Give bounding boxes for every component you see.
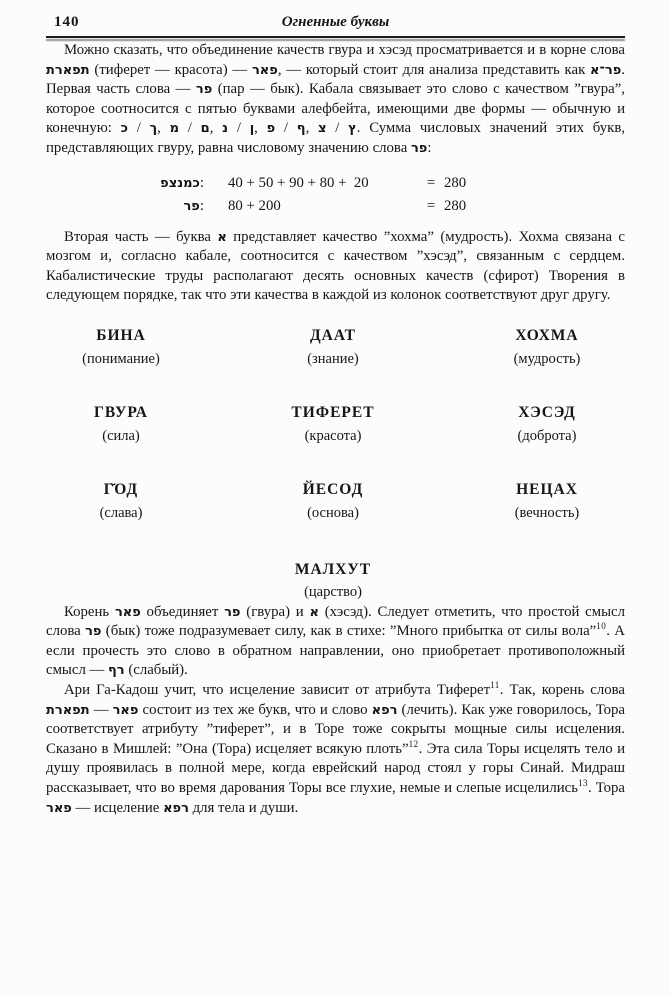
footnote-reference: 13 (577, 778, 588, 789)
paragraph-4 (46, 681, 625, 818)
footnote-reference: 12 (408, 738, 419, 749)
label-colon: : (199, 197, 204, 214)
text-run: / (228, 120, 250, 137)
text-run: : (427, 139, 432, 156)
paragraph-3 (46, 603, 625, 681)
footnote-reference: 11 (490, 680, 500, 691)
sefirah-gloss: (знание) (307, 350, 359, 367)
sefirah-gloss: (красота) (304, 427, 362, 444)
text-run: . Эта сила Торы исцелять тело и душу проявилась в полной мере, когда еврейский народ стоял у горы Синай. Мидраш рассказывает, что во время дарования Торы все глухие, немые и слепые исцелились (46, 740, 625, 797)
text-run: / (128, 120, 150, 137)
hebrew-word: פר־א (590, 62, 622, 78)
sefirah-gloss: (вечность) (514, 504, 580, 521)
text-run: , (254, 120, 267, 137)
equation-expression: 80 + 200 (228, 197, 281, 214)
text-run: / (179, 120, 201, 137)
hebrew-word: כ (120, 121, 129, 137)
page-body (46, 41, 625, 818)
text-run: (хэсэд). Следует отметить, что простой смысл слова (46, 603, 625, 640)
hebrew-word: מ (169, 121, 180, 137)
equation-row (151, 195, 625, 218)
equation-sum: 280 (444, 197, 467, 214)
sefirot-table (46, 326, 625, 524)
sefirah-name: НЕЦАХ (516, 481, 578, 499)
footnote-reference: 10 (596, 621, 607, 632)
hebrew-word: רפא (371, 702, 398, 718)
hebrew-word: רף (108, 663, 125, 679)
sefirah-gloss: (слава) (99, 504, 143, 521)
hebrew-word: פר (85, 624, 102, 640)
sefirah-name: ЙЕСОД (302, 481, 364, 499)
sefirah-cell (196, 326, 470, 369)
text-run: (слабый). (124, 662, 188, 679)
text-run: Ари Га-Кадош учит, что исцеление зависит от атрибута Тиферет (64, 682, 491, 699)
text-run: — (89, 701, 113, 718)
hebrew-word: פאר (46, 800, 72, 816)
text-run: для тела и души. (188, 799, 299, 816)
sefirah-cell (470, 403, 624, 446)
hebrew-word: פ (266, 121, 276, 137)
hebrew-word: פר (410, 140, 428, 156)
hebrew-word: פאר (114, 604, 141, 620)
running-title: Огненные буквы (281, 14, 390, 30)
sefirah-name: ХОХМА (515, 326, 579, 344)
hebrew-word: ף (296, 121, 306, 137)
text-run: (тиферет — красота) — (89, 61, 252, 78)
hebrew-word: ם (200, 121, 210, 137)
sefirah-gloss: (понимание) (82, 350, 160, 367)
text-run: . Тора (587, 780, 625, 797)
hebrew-word: רפא (163, 800, 189, 816)
text-run: , (157, 120, 170, 137)
text-run: состоит из тех же букв, что и слово (138, 701, 372, 718)
header-rule (46, 36, 625, 38)
sefirah-gloss: (основа) (307, 504, 359, 521)
hebrew-word: ך (149, 121, 158, 137)
hebrew-word: תפארת (46, 62, 90, 78)
text-run: (пар — бык). Кабала связывает это слово с качеством ”гвура”, которое соотносится с пятью буквами алефбейта, имеющими две формы — обычную и конечную: (46, 81, 625, 137)
sefirah-cell (470, 480, 624, 523)
hebrew-word: נ (222, 121, 229, 137)
text-run: , — который стоит для анализа представить как (277, 61, 591, 78)
text-run: . А если прочесть это слово в обратном направлении, оно приобретает противоположный смысл — (46, 623, 625, 679)
equals-sign: = (426, 174, 436, 191)
text-run: . Так, корень слова (499, 682, 626, 699)
hebrew-word: ן (249, 121, 255, 137)
text-run: (бык) тоже подразумевает силу, как в стихе: ”Много прибытка от силы вола” (101, 623, 597, 640)
hebrew-word: פאר (112, 702, 139, 718)
text-run: / (326, 120, 349, 137)
hebrew-word: פאר (251, 62, 278, 78)
text-run: Вторая часть — буква (64, 228, 218, 245)
hebrew-word: פר (224, 604, 241, 620)
equation-expression: 40 + 50 + 90 + 80 + 20 (228, 174, 369, 191)
text-run: (лечить). Как уже говорилось, Тора соответствует атрибуту ”тиферет”, и в Торе тоже сокрыты мощные силы исцеления. Сказано в Мишлей: ”Она (Тора) исцеляет всякую плоть” (46, 701, 625, 757)
gematria-equations (151, 172, 625, 218)
hebrew-word: פר (195, 82, 213, 98)
hebrew-word: א (309, 604, 319, 620)
sefirah-gloss: (царство) (304, 584, 362, 601)
equation-sum: 280 (444, 174, 467, 191)
sefirah-name: ГВУРА (94, 404, 148, 422)
sefirah-cell (46, 480, 196, 523)
sefirah-name: МАЛХУТ (294, 560, 372, 578)
sefirah-cell (46, 326, 196, 369)
text-run: Корень (64, 603, 115, 620)
sefirah-name: ТИФЕРЕТ (291, 404, 375, 422)
equation-row (151, 172, 625, 195)
text-run: . Первая часть слова — (46, 61, 625, 98)
text-run: / (275, 120, 297, 137)
equals-sign: = (426, 197, 436, 214)
hebrew-word: כמנצפ (160, 175, 200, 191)
sefirah-gloss: (сила) (102, 427, 140, 444)
sefirah-name: Г̆ОД (103, 481, 139, 499)
sefirah-name: ХЭСЭД (518, 404, 576, 422)
text-run: объединяет (140, 603, 225, 620)
sefirah-name: БИНА (96, 326, 146, 344)
hebrew-word: צ (318, 121, 327, 137)
running-header (46, 14, 625, 34)
label-colon: : (199, 174, 204, 191)
sefirah-gloss: (мудрость) (513, 350, 581, 367)
hebrew-word: תפארת (46, 702, 90, 718)
sefirah-gloss: (доброта) (517, 427, 577, 444)
page-number: 140 (54, 14, 80, 30)
hebrew-word: א (217, 229, 227, 245)
hebrew-label (151, 172, 206, 195)
text-run: (гвура) и (240, 603, 310, 620)
paragraph-2 (46, 228, 625, 306)
sefirah-cell (470, 326, 624, 369)
sefirah-cell-malkhut (196, 560, 470, 603)
sefirah-name: ДААТ (309, 326, 357, 344)
sefirah-cell (196, 480, 470, 523)
header-rule-shadow (46, 39, 625, 41)
hebrew-label (151, 195, 206, 218)
text-run: Можно сказать, что объединение качеств гвура и хэсэд просматривается и в корне слова (64, 42, 625, 58)
hebrew-word: פר (183, 198, 200, 214)
text-run: , (305, 120, 319, 137)
text-run: . Сумма числовых значений этих букв, представляющих гвуру, равна числовому значению слова (46, 120, 626, 156)
paragraph-1 (46, 41, 625, 159)
text-run: — исцеление (71, 799, 164, 816)
sefirah-cell (196, 403, 470, 446)
sefirah-cell (46, 403, 196, 446)
text-run: , (209, 120, 223, 137)
hebrew-word: ץ (348, 121, 357, 137)
text-run: представляет качество ”хохма” (мудрость). Хохма связана с мозгом и, согласно кабале, соотносится с качеством ”хэсэд”, связанным с сердцем. Кабалистические труды располагают десять основных качеств (сфирот) Творения в следующем порядке, так что эти качества в каждой из колонок соответствуют друг другу. (46, 228, 625, 304)
